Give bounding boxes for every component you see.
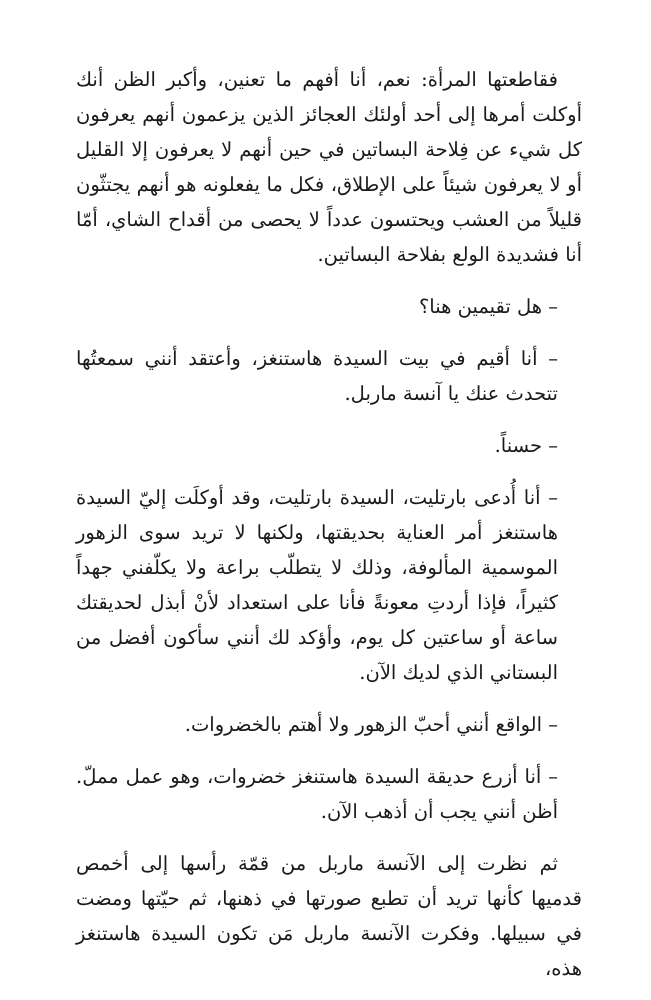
dialog-line-okay: – حسناً. <box>494 434 558 457</box>
paragraph-interruption: فقاطعتها المرأة: نعم، أنا أفهم ما تعنين، وأكبر الظن أنك أوكلت أمرها إلى أحد أولئك العجائز الذين يزعمون أنهم يعرفون كل شيء عن فِلاحة البساتين في حين أنهم لا يعرفون إلا القليل أو لا يعرفون شيئاً على الإطلاق، فكل ما يفعلونه هو أنهم يجتثّون قليلاً من العشب ويحتسون عدداً لا يحصى من أقداح الشاي، أمّا أنا فشديدة الولع بفلاحة البساتين. <box>76 68 582 266</box>
book-page <box>76 62 582 986</box>
dialog-line-vegetables: – أنا أزرع حديقة السيدة هاستنغز خضروات، وهو عمل مملّ. أظن أنني يجب أن أذهب الآن. <box>76 765 558 823</box>
paragraph-narration: ثم نظرت إلى الآنسة ماربل من قمّة رأسها إلى أخمص قدميها كأنها تريد أن تطبع صورتها في ذهنها، ثم حيّتها ومضت في سبيلها. وفكرت الآنسة ماربل مَن تكون السيدة هاستنغز هذه، <box>76 852 582 980</box>
dialog-line-question: – هل تقيمين هنا؟ <box>418 295 558 318</box>
dialog-line-flowers: – الواقع أنني أحبّ الزهور ولا أهتم بالخضروات. <box>184 713 558 736</box>
dialog-line-residence: – أنا أقيم في بيت السيدة هاستنغز، وأعتقد أنني سمعتُها تتحدث عنك يا آنسة ماربل. <box>76 347 558 405</box>
dialog-line-bartlett: – أنا أُدعى بارتليت، السيدة بارتليت، وقد أوكلَت إليّ السيدة هاستنغز أمر العناية بحديقتها، ولكنها لا تريد سوى الزهور الموسمية المألوفة، وذلك لا يتطلّب براعة ولا يكلّفني جهداً كثيراً، فإذا أردتِ معونةً فأنا على استعداد لأنْ أبذل لحديقتك ساعة أو ساعتين كل يوم، وأؤكد لك أنني سأكون أفضل من البستاني الذي لديك الآن. <box>76 486 558 684</box>
